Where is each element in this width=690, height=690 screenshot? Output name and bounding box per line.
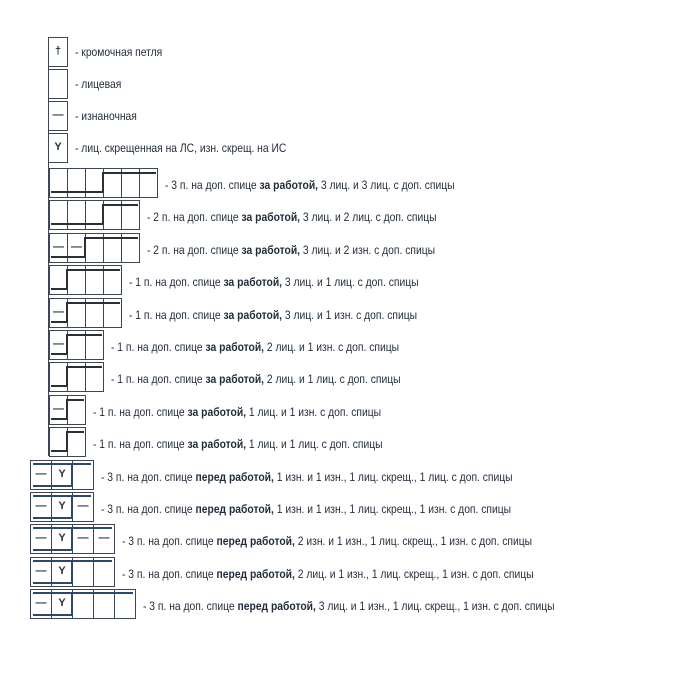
cable-label-prefix: - 3 п. на доп. спице <box>101 502 196 516</box>
cable-label-suffix: 2 изн. и 1 изн., 1 лиц. скрещ., 1 изн. с доп. спицы <box>294 534 533 549</box>
cable-label-suffix: 3 лиц. и 1 изн. с доп. спицы <box>282 307 418 322</box>
cable-label-suffix: 1 лиц. и 1 изн. с доп. спицы <box>246 404 382 419</box>
cable-label-prefix: - 2 п. на доп. спице <box>147 242 242 257</box>
chart-cell <box>103 298 122 328</box>
purl-symbol: — <box>35 597 47 610</box>
cable-label <box>165 178 455 192</box>
cable-label-suffix: 1 изн. и 1 изн., 1 лиц. скрещ., 1 изн. с доп. спицы <box>273 502 512 516</box>
cable-label <box>147 210 437 224</box>
cable-label-prefix: - 3 п. на доп. спице <box>122 566 217 581</box>
chart-cell <box>67 200 86 230</box>
chart-cell <box>67 362 86 392</box>
chart-cell <box>67 330 86 360</box>
cable-label-direction: за работой, <box>205 340 265 354</box>
twisted-stitch-symbol: Y <box>58 564 66 577</box>
cable-label <box>143 599 555 613</box>
chart-cell <box>103 200 122 230</box>
chart-cell <box>49 265 68 295</box>
cable-label <box>147 243 435 257</box>
chart-cell <box>121 233 140 263</box>
cable-label-suffix: 3 лиц. и 3 лиц. с доп. спицы <box>318 178 455 192</box>
cable-label-direction: за работой, <box>187 404 247 419</box>
legend-label: - кромочная петля <box>75 45 163 59</box>
chart-cell <box>85 362 104 392</box>
cable-label <box>101 470 513 484</box>
purl-symbol: — <box>53 240 64 253</box>
cable-label-prefix: - 3 п. на доп. спице <box>122 534 217 549</box>
purl-symbol: — <box>77 532 89 545</box>
chart-cell <box>67 298 86 328</box>
purl-symbol: — <box>77 500 89 512</box>
chart-cell <box>85 265 104 295</box>
cable-label-direction: за работой, <box>241 242 301 257</box>
twisted-stitch-symbol: Y <box>54 141 62 153</box>
twisted-stitch-symbol: Y <box>58 467 66 480</box>
legend-cell <box>48 69 68 99</box>
purl-symbol: — <box>35 500 47 512</box>
purl-symbol: — <box>71 240 82 253</box>
cable-label-suffix: 2 лиц. и 1 лиц. с доп. спицы <box>264 372 401 387</box>
purl-symbol: — <box>35 564 47 577</box>
chart-cell <box>103 168 122 198</box>
chart-cell <box>103 233 122 263</box>
cable-label <box>93 405 381 419</box>
cable-label-suffix: 1 изн. и 1 изн., 1 лиц. скрещ., 1 лиц. с доп. спицы <box>273 469 513 484</box>
cable-label <box>111 372 401 386</box>
cable-label-suffix: 3 лиц. и 1 лиц. с доп. спицы <box>282 275 419 290</box>
chart-cell <box>67 265 86 295</box>
cable-label-suffix: 2 лиц. и 1 изн. с доп. спицы <box>264 340 400 354</box>
cable-label-direction: за работой, <box>223 307 283 322</box>
cable-label-direction: перед работой, <box>216 534 295 549</box>
twisted-stitch-symbol: Y <box>58 532 66 545</box>
cable-label-suffix: 3 лиц. и 2 изн. с доп. спицы <box>300 242 436 257</box>
chart-cell <box>93 557 115 587</box>
purl-symbol: — <box>98 532 110 545</box>
chart-cell <box>85 168 104 198</box>
cable-label-prefix: - 3 п. на доп. спице <box>143 599 238 614</box>
chart-cell <box>67 427 86 457</box>
cable-label-prefix: - 1 п. на доп. спице <box>111 372 206 387</box>
chart-cell <box>85 200 104 230</box>
cable-label-prefix: - 1 п. на доп. спице <box>93 404 188 419</box>
cable-label <box>129 308 417 322</box>
chart-cell <box>72 460 94 490</box>
cable-label-suffix: 3 лиц. и 2 лиц. с доп. спицы <box>300 210 437 225</box>
cable-label <box>101 502 511 516</box>
cable-label <box>93 437 383 451</box>
chart-cell <box>67 168 86 198</box>
cable-label-direction: за работой, <box>205 372 265 387</box>
cable-label-direction: за работой, <box>259 178 319 192</box>
chart-cell <box>49 362 68 392</box>
chart-cell <box>103 265 122 295</box>
cable-label <box>122 567 534 581</box>
chart-cell <box>121 200 140 230</box>
cable-label <box>129 275 419 289</box>
chart-cell <box>49 168 68 198</box>
chart-cell <box>85 233 104 263</box>
legend-label: - лиц. скрещенная на ЛС, изн. скрещ. на ИС <box>75 141 287 155</box>
legend-label: - лицевая <box>75 77 122 91</box>
purl-symbol: — <box>53 305 64 318</box>
edge-stitch-symbol: † <box>54 45 62 57</box>
cable-label-direction: перед работой, <box>195 502 274 516</box>
cable-label <box>122 534 532 548</box>
chart-cell <box>72 557 94 587</box>
cable-label-prefix: - 1 п. на доп. спице <box>129 275 224 290</box>
cable-label-direction: за работой, <box>241 210 301 225</box>
cable-label-prefix: - 3 п. на доп. спице <box>101 469 196 484</box>
cable-label-suffix: 2 лиц. и 1 изн., 1 лиц. скрещ., 1 изн. с доп. спицы <box>294 566 534 581</box>
chart-cell <box>67 395 86 425</box>
cable-label-suffix: 3 лиц. и 1 изн., 1 лиц. скрещ., 1 изн. с доп. спицы <box>315 599 555 614</box>
cable-label-direction: за работой, <box>223 275 283 290</box>
purl-symbol: — <box>53 338 64 350</box>
cable-label-prefix: - 1 п. на доп. спице <box>93 437 188 452</box>
cable-label-suffix: 1 лиц. и 1 лиц. с доп. спицы <box>246 437 383 452</box>
chart-cell <box>93 589 115 619</box>
legend-label: - изнаночная <box>75 109 137 123</box>
cable-label-prefix: - 1 п. на доп. спице <box>111 340 206 354</box>
twisted-stitch-symbol: Y <box>58 500 66 512</box>
twisted-stitch-symbol: Y <box>58 597 66 610</box>
cable-label <box>111 340 399 354</box>
chart-cell <box>49 427 68 457</box>
purl-symbol: — <box>35 532 47 545</box>
purl-symbol: — <box>35 467 47 480</box>
cable-label-prefix: - 1 п. на доп. спице <box>129 307 224 322</box>
purl-symbol: — <box>52 109 64 121</box>
cable-label-prefix: - 2 п. на доп. спице <box>147 210 242 225</box>
cable-label-direction: перед работой, <box>195 469 274 484</box>
cable-label-direction: перед работой, <box>216 566 295 581</box>
chart-cell <box>121 168 140 198</box>
chart-frame <box>48 37 49 456</box>
chart-cell <box>85 330 104 360</box>
purl-symbol: — <box>53 402 64 415</box>
cable-label-direction: перед работой, <box>237 599 316 614</box>
cable-label-direction: за работой, <box>187 437 247 452</box>
cable-label-prefix: - 3 п. на доп. спице <box>165 178 260 192</box>
chart-cell <box>114 589 136 619</box>
chart-cell <box>139 168 158 198</box>
chart-cell <box>85 298 104 328</box>
chart-cell <box>72 589 94 619</box>
chart-cell <box>49 200 68 230</box>
